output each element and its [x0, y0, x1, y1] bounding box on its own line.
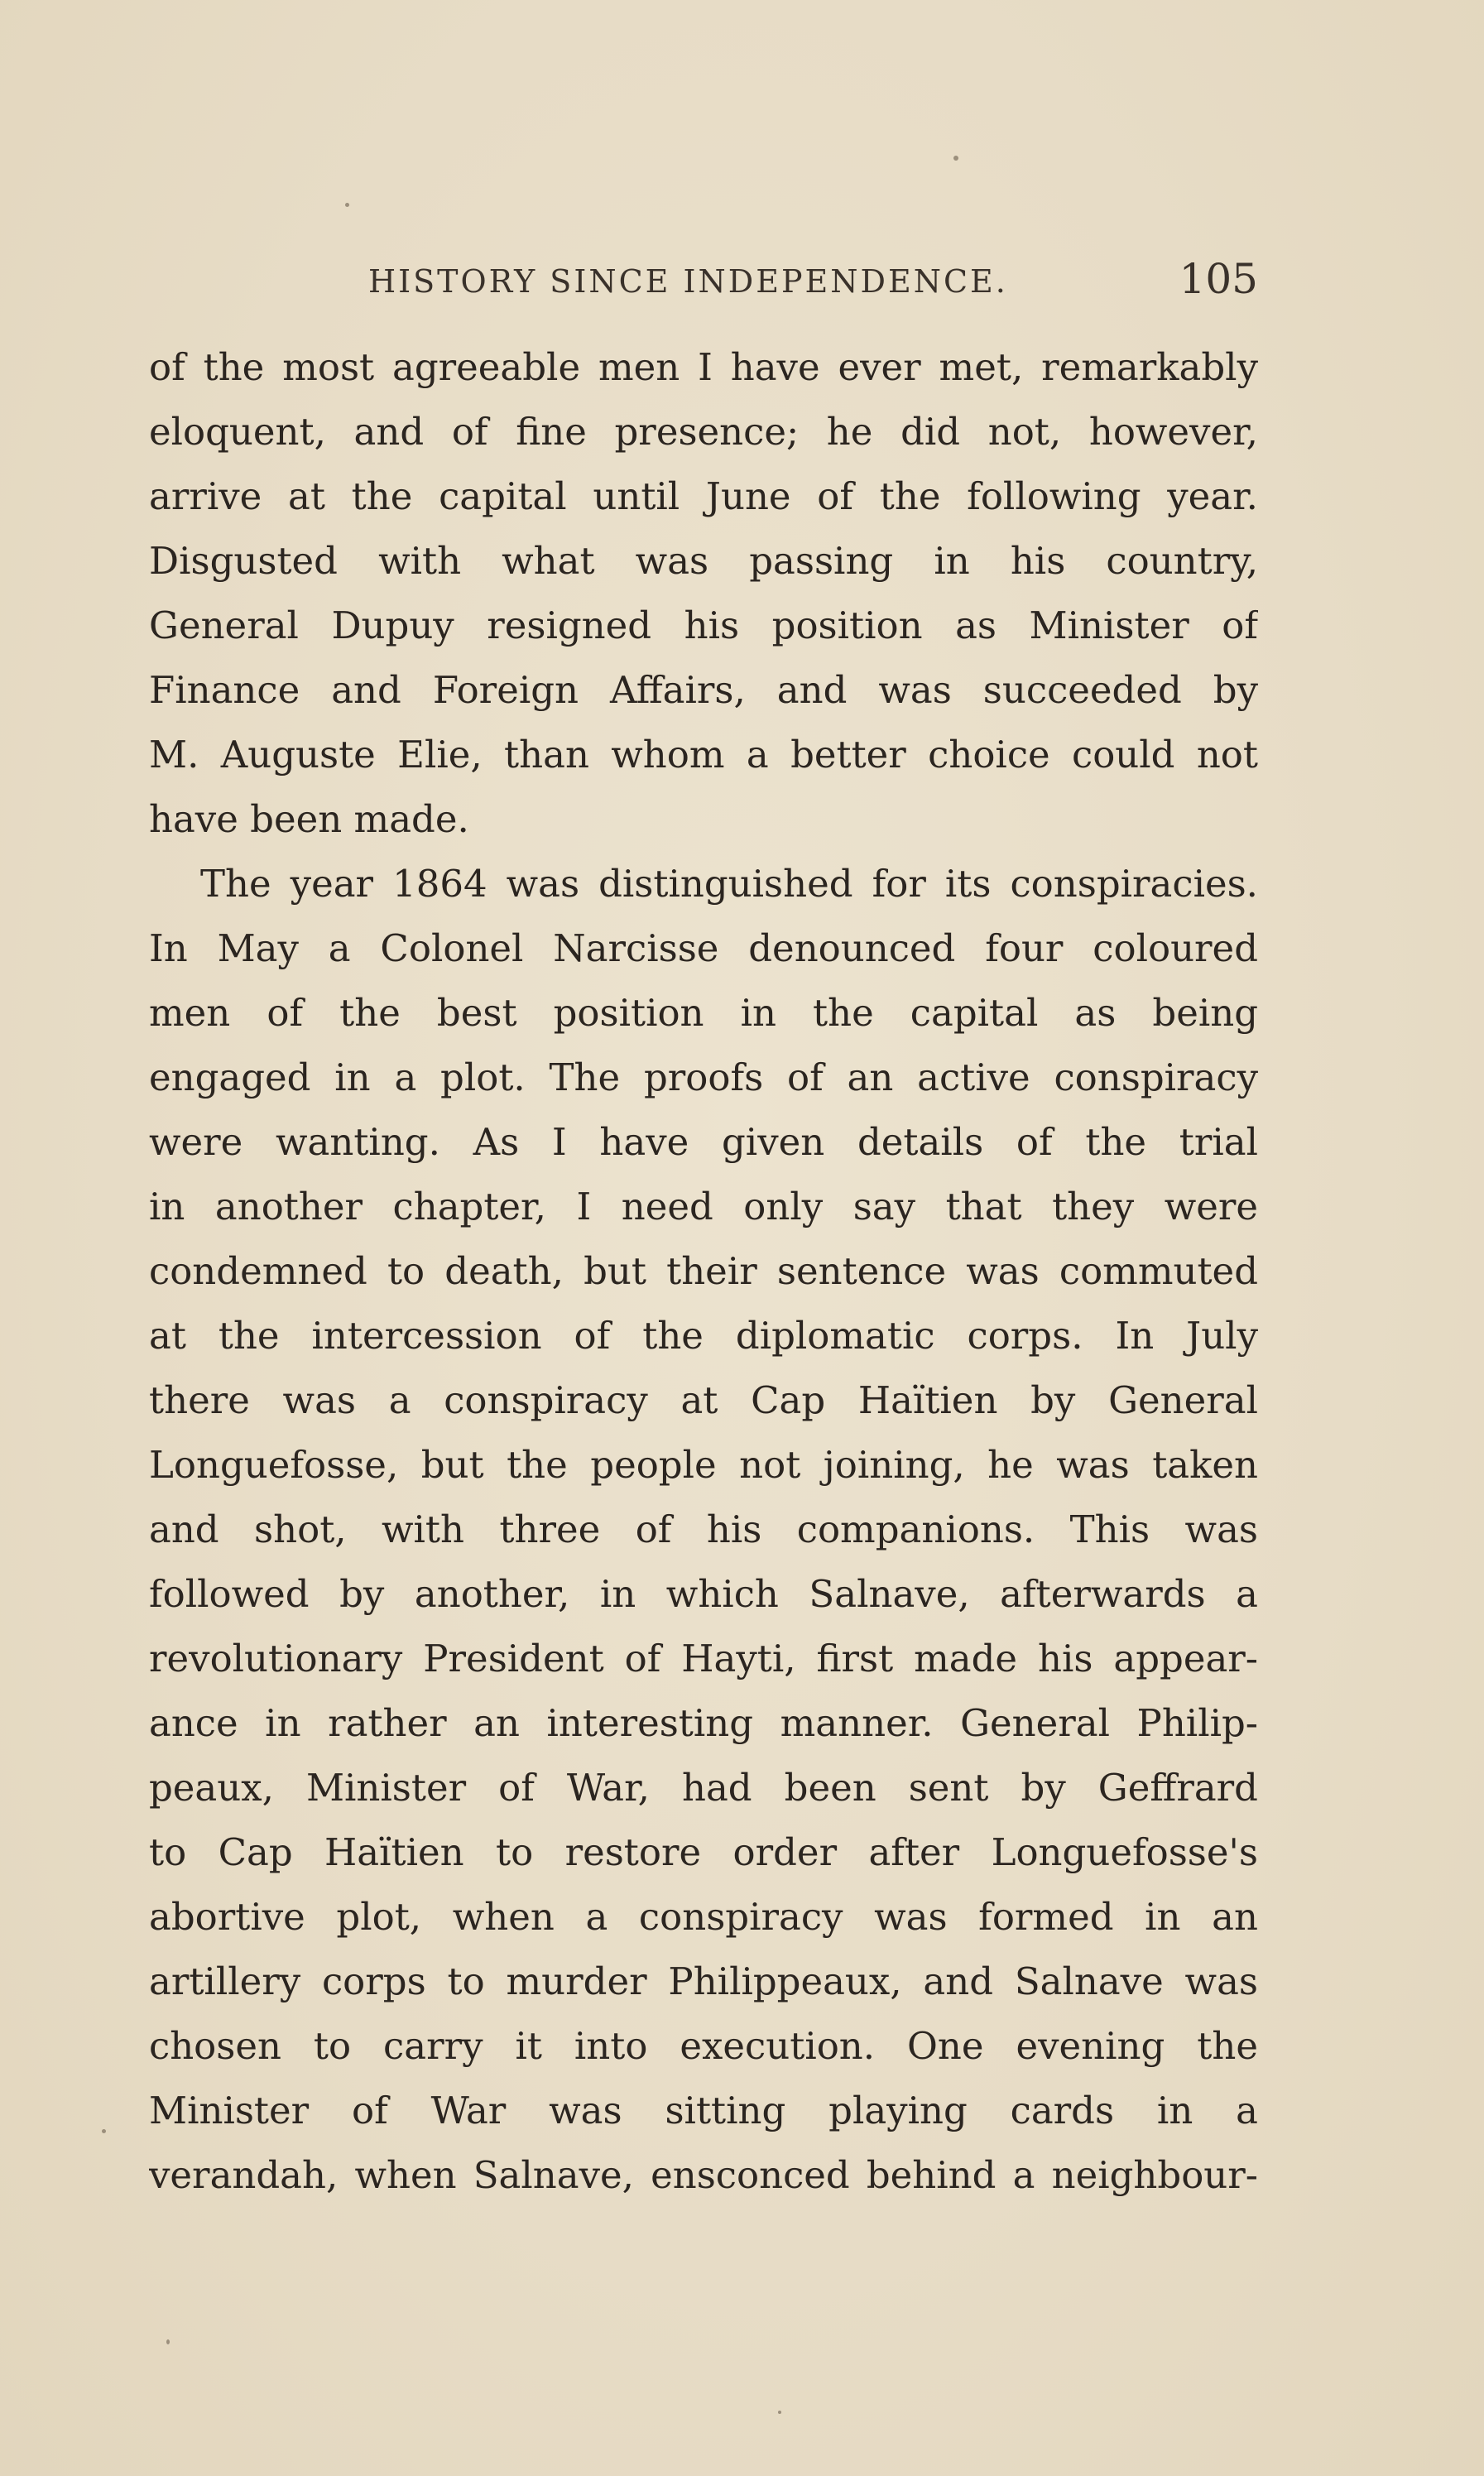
text-line: arrive at the capital until June of the following year. [149, 474, 1258, 518]
text-line: followed by another, in which Salnave, afterwards a [149, 1572, 1258, 1616]
paper-speck [102, 2129, 106, 2133]
text-line: in another chapter, I need only say that they were [149, 1185, 1258, 1228]
text-line: verandah, when Salnave, ensconced behind a neighbour- [149, 2153, 1258, 2197]
page-number: 105 [1179, 255, 1258, 303]
paper-speck [345, 203, 349, 207]
text-line: to Cap Haïtien to restore order after Longuefosse's [149, 1830, 1258, 1874]
text-line: Minister of War was sitting playing cards in a [149, 2089, 1258, 2132]
text-line: condemned to death, but their sentence was commuted [149, 1249, 1258, 1293]
text-line: peaux, Minister of War, had been sent by Geffrard [149, 1766, 1258, 1810]
paper-speck [778, 2411, 781, 2414]
text-line: Finance and Foreign Affairs, and was succeeded by [149, 668, 1258, 712]
text-line: artillery corps to murder Philippeaux, and Salnave was [149, 1959, 1258, 2003]
text-line: were wanting. As I have given details of the trial [149, 1120, 1258, 1164]
text-line: M. Auguste Elie, than whom a better choice could not [149, 733, 1258, 776]
text-line: men of the best position in the capital as being [149, 991, 1258, 1035]
paper-speck [953, 156, 958, 161]
text-line: at the intercession of the diplomatic corps. In July [149, 1314, 1258, 1358]
text-line: Longuefosse, but the people not joining, he was taken [149, 1443, 1258, 1487]
text-line: and shot, with three of his companions. This was [149, 1507, 1258, 1551]
text-line: In May a Colonel Narcisse denounced four coloured [149, 926, 1258, 970]
paper-speck [166, 2339, 170, 2344]
text-line: General Dupuy resigned his position as Minister of [149, 603, 1258, 647]
page-header [149, 248, 1258, 323]
text-line: abortive plot, when a conspiracy was formed in an [149, 1895, 1258, 1939]
text-line: eloquent, and of fine presence; he did not, however, [149, 410, 1258, 454]
text-line: ance in rather an interesting manner. General Philip- [149, 1701, 1258, 1745]
text-line: engaged in a plot. The proofs of an active conspiracy [149, 1055, 1258, 1099]
text-line: there was a conspiracy at Cap Haïtien by General [149, 1378, 1258, 1422]
text-line: revolutionary President of Hayti, first made his appear- [149, 1637, 1258, 1680]
running-head: HISTORY SINCE INDEPENDENCE. [368, 263, 1008, 300]
text-line: have been made. [149, 797, 469, 841]
text-line: chosen to carry it into execution. One evening the [149, 2024, 1258, 2068]
text-line: The year 1864 was distinguished for its conspiracies. [200, 862, 1258, 906]
text-line: Disgusted with what was passing in his country, [149, 539, 1258, 583]
text-line: of the most agreeable men I have ever met, remarkably [149, 345, 1258, 389]
body-text [149, 335, 1258, 2208]
